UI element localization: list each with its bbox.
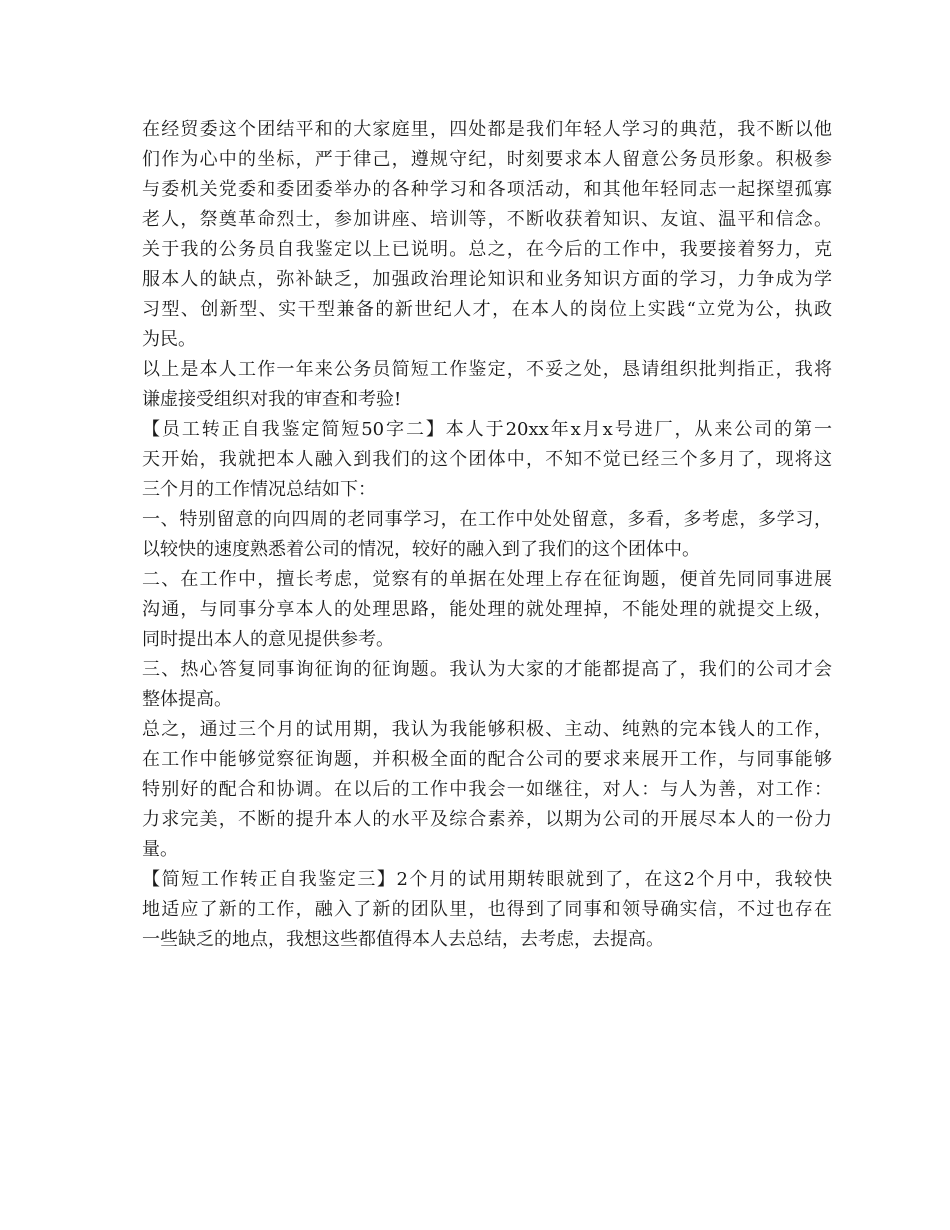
text-line: 特别好的配合和协调。在以后的工作中我会一如继往，对人：与人为善，对工作： (142, 779, 832, 800)
text-line: 与委机关党委和委团委举办的各种学习和各项活动，和其他年轻同志一起探望孤寡 (142, 179, 832, 200)
text-line: 老人，祭奠革命烈士，参加讲座、培训等，不断收获着知识、友谊、温平和信念。 (142, 209, 832, 230)
text-line: 以上是本人工作一年来公务员简短工作鉴定，不妥之处，恳请组织批判指正，我将 (142, 359, 832, 380)
text-line: 谦虚接受组织对我的审查和考验! (142, 389, 402, 410)
text-line: 【简短工作转正自我鉴定三】2个月的试用期转眼就到了，在这2个月中，我较快 (142, 869, 832, 890)
text-line: 量。 (142, 839, 178, 860)
text-line: 在工作中能够觉察征询题，并积极全面的配合公司的要求来展开工作，与同事能够 (142, 749, 832, 770)
text-line: 在经贸委这个团结平和的大家庭里，四处都是我们年轻人学习的典范，我不断以他 (142, 119, 832, 140)
text-line: 二、在工作中，擅长考虑，觉察有的单据在处理上存在征询题，便首先同同事进展 (142, 569, 832, 590)
text-line: 地适应了新的工作，融入了新的团队里，也得到了同事和领导确实信，不过也存在 (142, 899, 832, 920)
text-line: 为民。 (142, 329, 196, 350)
text-line: 天开始，我就把本人融入到我们的这个团体中，不知不觉已经三个多月了，现将这 (142, 449, 832, 470)
text-line: 习型、创新型、实干型兼备的新世纪人才，在本人的岗位上实践“立党为公，执政 (142, 299, 832, 320)
text-line: 整体提高。 (142, 689, 232, 710)
text-line: 总之，通过三个月的试用期，我认为我能够积极、主动、纯熟的完本钱人的工作， (142, 719, 832, 740)
text-line: 力求完美，不断的提升本人的水平及综合素养，以期为公司的开展尽本人的一份力 (142, 809, 832, 830)
text-line: 服本人的缺点，弥补缺乏，加强政治理论知识和业务知识方面的学习，力争成为学 (142, 269, 832, 290)
text-line: 们作为心中的坐标，严于律己，遵规守纪，时刻要求本人留意公务员形象。积极参 (142, 149, 832, 170)
text-line: 三、热心答复同事询征询的征询题。我认为大家的才能都提高了，我们的公司才会 (142, 659, 832, 680)
text-line: 沟通，与同事分享本人的处理思路，能处理的就处理掉，不能处理的就提交上级， (142, 599, 832, 620)
text-line: 一、特别留意的向四周的老同事学习，在工作中处处留意，多看，多考虑，多学习， (142, 509, 832, 530)
text-line: 【员工转正自我鉴定简短50字二】本人于20xx年x月x号进厂，从来公司的第一 (142, 419, 832, 440)
text-line: 以较快的速度熟悉着公司的情况，较好的融入到了我们的这个团体中。 (142, 539, 700, 560)
document-body (142, 115, 832, 955)
text-line: 关于我的公务员自我鉴定以上已说明。总之，在今后的工作中，我要接着努力，克 (142, 239, 832, 260)
text-line: 三个月的工作情况总结如下： (142, 479, 376, 500)
text-line: 一些缺乏的地点，我想这些都值得本人去总结，去考虑，去提高。 (142, 929, 664, 950)
text-line: 同时提出本人的意见提供参考。 (142, 629, 394, 650)
